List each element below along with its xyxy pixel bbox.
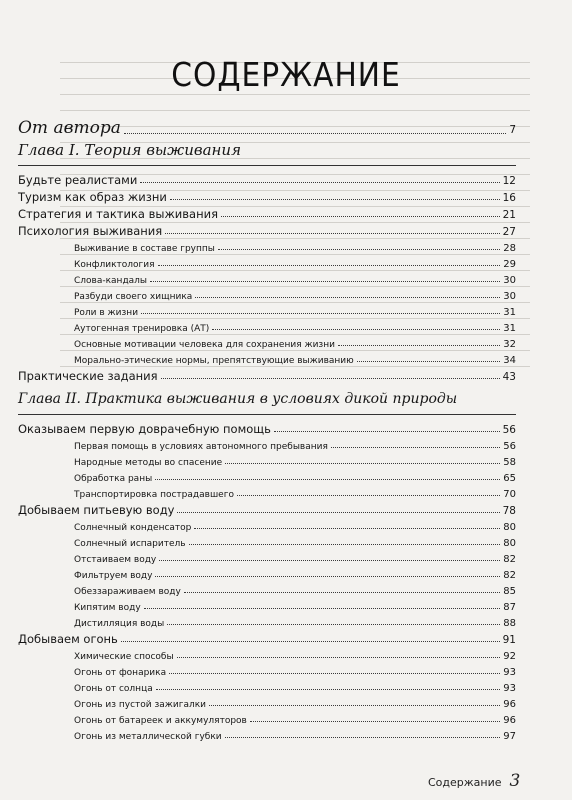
toc-entry-title: Роли в жизни [74,308,139,318]
toc-entry-page: 82 [503,570,516,581]
toc-entry-title: Обеззараживаем воду [74,587,181,597]
toc-entry [18,350,516,366]
toc-entry-page: 82 [503,554,516,565]
dot-leader [155,479,500,480]
dot-leader [121,641,500,642]
toc-entry-page: 27 [502,226,516,238]
page-title: СОДЕРЖАНИЕ [171,55,401,94]
toc-entry-title: Фильтруем воду [74,571,153,581]
toc-entry-page: 34 [503,355,516,366]
toc-entry-title: Морально-этические нормы, препятствующие выживанию [74,356,354,366]
toc-entry [18,597,516,613]
toc-entry [18,318,516,334]
toc-entry-page: 31 [503,307,516,318]
toc-entry-page: 96 [503,715,516,726]
toc-entry-page: 97 [503,731,516,742]
toc-entry-page: 31 [503,323,516,334]
toc-entry-page: 32 [503,339,516,350]
dot-leader [338,345,500,346]
table-of-contents [18,112,516,742]
psychology-subsections [18,238,516,366]
dot-leader [357,361,501,362]
toc-entry-page: 96 [503,699,516,710]
fire-subsections [18,646,516,742]
toc-entry [18,581,516,597]
toc-entry [18,646,516,662]
toc-entry-page: 56 [502,424,516,436]
chapter-heading-1: Глава I. Теория выживания [18,141,516,166]
toc-entry [18,204,516,221]
chapter-heading-2: Глава II. Практика выживания в условиях дикой природы [18,391,516,415]
toc-entry-page: 12 [502,175,516,187]
toc-entry-page: 70 [503,489,516,500]
toc-entry-page: 85 [503,586,516,597]
dot-leader [161,378,500,379]
toc-entry [18,238,516,254]
toc-entry [18,187,516,204]
toc-entry-title: Психология выживания [18,224,163,238]
toc-entry-title: Солнечный испаритель [74,539,186,549]
toc-entry-page: 80 [503,538,516,549]
dot-leader [225,737,501,738]
toc-entry [18,726,516,742]
toc-entry-page: 7 [509,124,516,136]
toc-entry-title: Дистилляция воды [74,619,165,629]
toc-entry-title: Химические способы [74,652,174,662]
toc-entry-title: Огонь от батареек и аккумуляторов [74,716,247,726]
toc-entry-page: 58 [503,457,516,468]
toc-entry-title: Основные мотивации человека для сохранения жизни [74,340,335,350]
toc-entry-title: Солнечный конденсатор [74,523,192,533]
dot-leader [167,624,500,625]
toc-entry-title: От автора [18,118,121,138]
toc-entry-title: Обработка раны [74,474,153,484]
toc-entry-title: Будьте реалистами [18,173,138,187]
toc-entry [18,170,516,187]
toc-entry-title: Огонь от солнца [74,684,153,694]
toc-entry-title: Огонь из металлической губки [74,732,222,742]
toc-entry-page: 93 [503,667,516,678]
dot-leader [141,313,500,314]
running-footer-label: Содержание [428,776,502,789]
dot-leader [184,592,500,593]
toc-section-fire [18,629,516,646]
page-footer [428,771,520,791]
first-aid-subsections [18,436,516,500]
dot-leader [158,265,501,266]
toc-entry-title: Практические задания [18,369,158,383]
toc-entry-page: 56 [503,441,516,452]
page-number: 3 [509,771,521,791]
dot-leader [170,199,500,200]
dot-leader [159,560,500,561]
toc-entry [18,254,516,270]
dot-leader [189,544,501,545]
toc-entry-title: Транспортировка пострадавшего [74,490,234,500]
toc-entry-page: 30 [503,275,516,286]
toc-entry [18,436,516,452]
toc-entry [18,678,516,694]
dot-leader [194,528,500,529]
toc-entry-page: 92 [503,651,516,662]
toc-entry [18,662,516,678]
dot-leader [165,233,499,234]
toc-entry-page: 65 [503,473,516,484]
dot-leader [218,249,500,250]
toc-entry-title: Слова-кандалы [74,276,148,286]
dot-leader [195,297,500,298]
dot-leader [177,512,499,513]
toc-entry-title: Выживание в составе группы [74,244,215,254]
dot-leader [155,576,500,577]
toc-entry-author [18,112,516,138]
toc-entry [18,334,516,350]
dot-leader [237,495,500,496]
toc-entry-page: 78 [502,505,516,517]
toc-entry-page: 43 [502,371,516,383]
toc-entry-title: Добываем питьевую воду [18,503,175,517]
toc-entry-title: Народные методы во спасение [74,458,223,468]
toc-entry [18,533,516,549]
toc-entry-page: 87 [503,602,516,613]
toc-entry [18,710,516,726]
dot-leader [331,447,500,448]
toc-entry [18,484,516,500]
toc-entry-title: Отстаиваем воду [74,555,157,565]
toc-entry-title: Первая помощь в условиях автономного пребывания [74,442,328,452]
dot-leader [250,721,500,722]
toc-entry-page: 29 [503,259,516,270]
toc-entry-title: Разбуди своего хищника [74,292,193,302]
dot-leader [144,608,501,609]
toc-entry-page: 91 [502,634,516,646]
dot-leader [177,657,501,658]
toc-entry [18,286,516,302]
dot-leader [156,689,501,690]
toc-entry [18,270,516,286]
dot-leader [212,329,500,330]
dot-leader [274,431,500,432]
toc-entry [18,302,516,318]
toc-entry-page: 30 [503,291,516,302]
dot-leader [209,705,500,706]
toc-entry [18,565,516,581]
toc-section-first-aid [18,419,516,436]
toc-entry-title: Добываем огонь [18,632,118,646]
dot-leader [140,182,499,183]
toc-entry-title: Стратегия и тактика выживания [18,207,219,221]
dot-leader [225,463,500,464]
toc-entry-page: 88 [503,618,516,629]
toc-entry-title: Кипятим воду [74,603,141,613]
dot-leader [124,133,506,134]
toc-entry-title: Конфликтология [74,260,155,270]
toc-entry-page: 28 [503,243,516,254]
chapter-1-items [18,170,516,238]
dot-leader [150,281,500,282]
toc-entry-page: 21 [502,209,516,221]
toc-entry-page: 93 [503,683,516,694]
toc-entry [18,452,516,468]
dot-leader [169,673,500,674]
toc-entry [18,613,516,629]
toc-entry-title: Аутогенная тренировка (АТ) [74,324,210,334]
toc-entry-title: Огонь от фонарика [74,668,167,678]
toc-entry [18,694,516,710]
toc-entry [18,517,516,533]
toc-entry-page: 80 [503,522,516,533]
toc-entry [18,549,516,565]
dot-leader [221,216,500,217]
toc-entry [18,221,516,238]
toc-entry [18,468,516,484]
toc-entry-title: Оказываем первую доврачебную помощь [18,422,271,436]
toc-entry-title: Туризм как образ жизни [18,190,167,204]
toc-entry-page: 16 [502,192,516,204]
toc-section-water [18,500,516,517]
toc-entry-title: Огонь из пустой зажигалки [74,700,207,710]
toc-entry-practice [18,366,516,383]
water-subsections [18,517,516,629]
